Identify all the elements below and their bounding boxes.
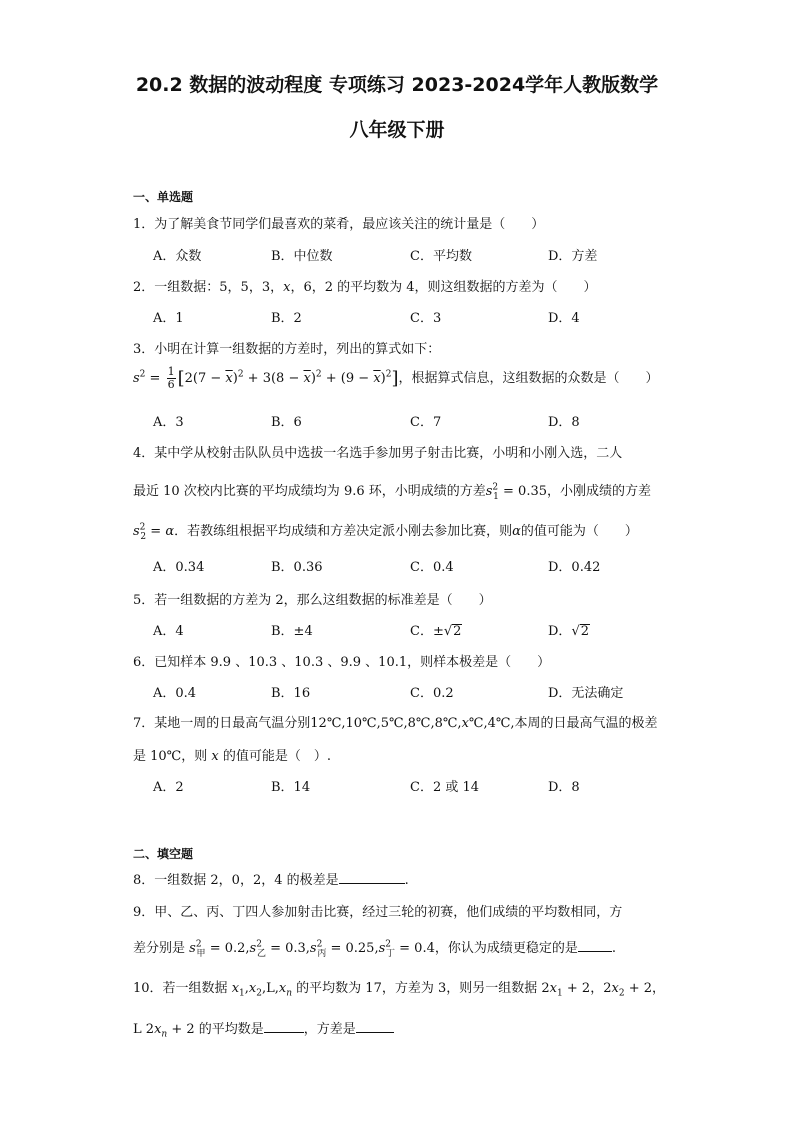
q1-option-b[interactable]: B．中位数 — [271, 249, 333, 264]
q1-option-c[interactable]: C．平均数 — [410, 249, 472, 264]
question-2: 2．一组数据：5，5，3，x，6，2 的平均数为 4，则这组数据的方差为（ ） — [133, 280, 597, 295]
q7-option-d[interactable]: D．8 — [548, 780, 580, 795]
answer-blank[interactable] — [339, 871, 405, 884]
q2-option-a[interactable]: A．1 — [153, 311, 184, 326]
q2-option-d[interactable]: D．4 — [548, 311, 580, 326]
question-6: 6．已知样本 9.9 、10.3 、10.3 、9.9 、10.1，则样本极差是（ ） — [133, 655, 551, 670]
question-1: 1．为了解美食节同学们最喜欢的菜肴，最应该关注的统计量是（ ） — [133, 217, 545, 232]
question-9: 9．甲、乙、丙、丁四人参加射击比赛，经过三轮的初赛，他们成绩的平均数相同，方 — [133, 905, 623, 920]
sqrt-symbol: √ — [571, 624, 580, 639]
q4-line-2: 最近 10 次校内比赛的平均成绩均为 9.6 环，小明成绩的方差$s^2_1 = 0.35$，小刚成绩的方差 — [133, 482, 652, 502]
q4-line-3: $s^2_2 = \alpha$．若教练组根据平均成绩和方差决定派小刚去参加比赛，则α的值可能为（ ） — [133, 522, 638, 542]
question-4: 4．某中学从校射击队队员中选拔一名选手参加男子射击比赛，小明和小刚入选，二人 — [133, 446, 623, 461]
q7-option-a[interactable]: A．2 — [153, 780, 184, 795]
answer-blank[interactable] — [578, 939, 612, 952]
q3-option-b[interactable]: B．6 — [271, 415, 302, 430]
question-10: 10．若一组数据 $x_1,x_2,L,x_n$ 的平均数为 17，方差为 3，则另一组数据 $2x_1 + 2$，$2x_2 + 2$， — [133, 981, 666, 999]
q2-option-c[interactable]: C．3 — [410, 311, 442, 326]
q2-option-b[interactable]: B．2 — [271, 311, 302, 326]
page-title-line2: 八年级下册 — [349, 119, 445, 141]
q6-option-b[interactable]: B．16 — [271, 686, 311, 701]
q4-option-d[interactable]: D．0.42 — [548, 560, 601, 575]
section-heading-fill-in: 二、填空题 — [133, 847, 194, 861]
q6-option-d[interactable]: D．无法确定 — [548, 686, 624, 701]
q4-option-a[interactable]: A．0.34 — [153, 560, 205, 575]
q3-variance-formula: $s^2$ = $\frac{1}{6}$ $[2(7 - \overline{x})^2 + 3(8 - \overline{x})^2 + (9 - \overline{x})^2]$，根据算式信息，这组数据的众数是（ ） — [133, 365, 659, 391]
q3-option-d[interactable]: D．8 — [548, 415, 580, 430]
q6-option-c[interactable]: C．0.2 — [410, 686, 454, 701]
q10-line-2: L $2x_n + 2$ 的平均数是 ，方差是 — [133, 1018, 394, 1040]
q7-option-b[interactable]: B．14 — [271, 780, 311, 795]
question-8: 8．一组数据 2，0，2，4 的极差是 . — [133, 873, 409, 888]
q7-line-2: 是 10℃，则 x 的值可能是（ ）. — [133, 749, 331, 764]
answer-blank-variance[interactable] — [356, 1020, 394, 1033]
question-5: 5．若一组数据的方差为 2，那么这组数据的标准差是（ ） — [133, 593, 492, 608]
section-heading-single-choice: 一、单选题 — [133, 190, 194, 204]
q5-option-d[interactable]: D．√2 — [548, 624, 590, 639]
question-3: 3．小明在计算一组数据的方差时，列出的算式如下： — [133, 342, 441, 357]
q3-option-c[interactable]: C．7 — [410, 415, 442, 430]
answer-blank-mean[interactable] — [264, 1020, 304, 1033]
q4-option-c[interactable]: C．0.4 — [410, 560, 454, 575]
sqrt-symbol: √ — [443, 624, 453, 639]
question-7: 7．某地一周的日最高气温分别12℃,10℃,5℃,8℃,8℃,x℃,4℃,本周的日最高气温的极差 — [133, 716, 658, 731]
q5-option-b[interactable]: B．±4 — [271, 624, 313, 639]
q5-option-a[interactable]: A．4 — [153, 624, 184, 639]
q1-option-a[interactable]: A．众数 — [153, 249, 202, 264]
q9-line-2: 差分别是 $s^2_甲 = 0.2,s^2_乙 = 0.3,s^2_丙 = 0.25,s^2_丁 = 0.4$，你认为成绩更稳定的是 . — [133, 939, 617, 959]
q1-option-d[interactable]: D．方差 — [548, 249, 598, 264]
q4-option-b[interactable]: B．0.36 — [271, 560, 323, 575]
q6-option-a[interactable]: A．0.4 — [153, 686, 197, 701]
q7-option-c[interactable]: C．2 或 14 — [410, 780, 480, 795]
q5-option-c[interactable]: C．±√2 — [410, 624, 462, 639]
page-title-line1: 20.2 数据的波动程度 专项练习 2023-2024学年人教版数学 — [135, 74, 659, 96]
q3-option-a[interactable]: A．3 — [153, 415, 184, 430]
